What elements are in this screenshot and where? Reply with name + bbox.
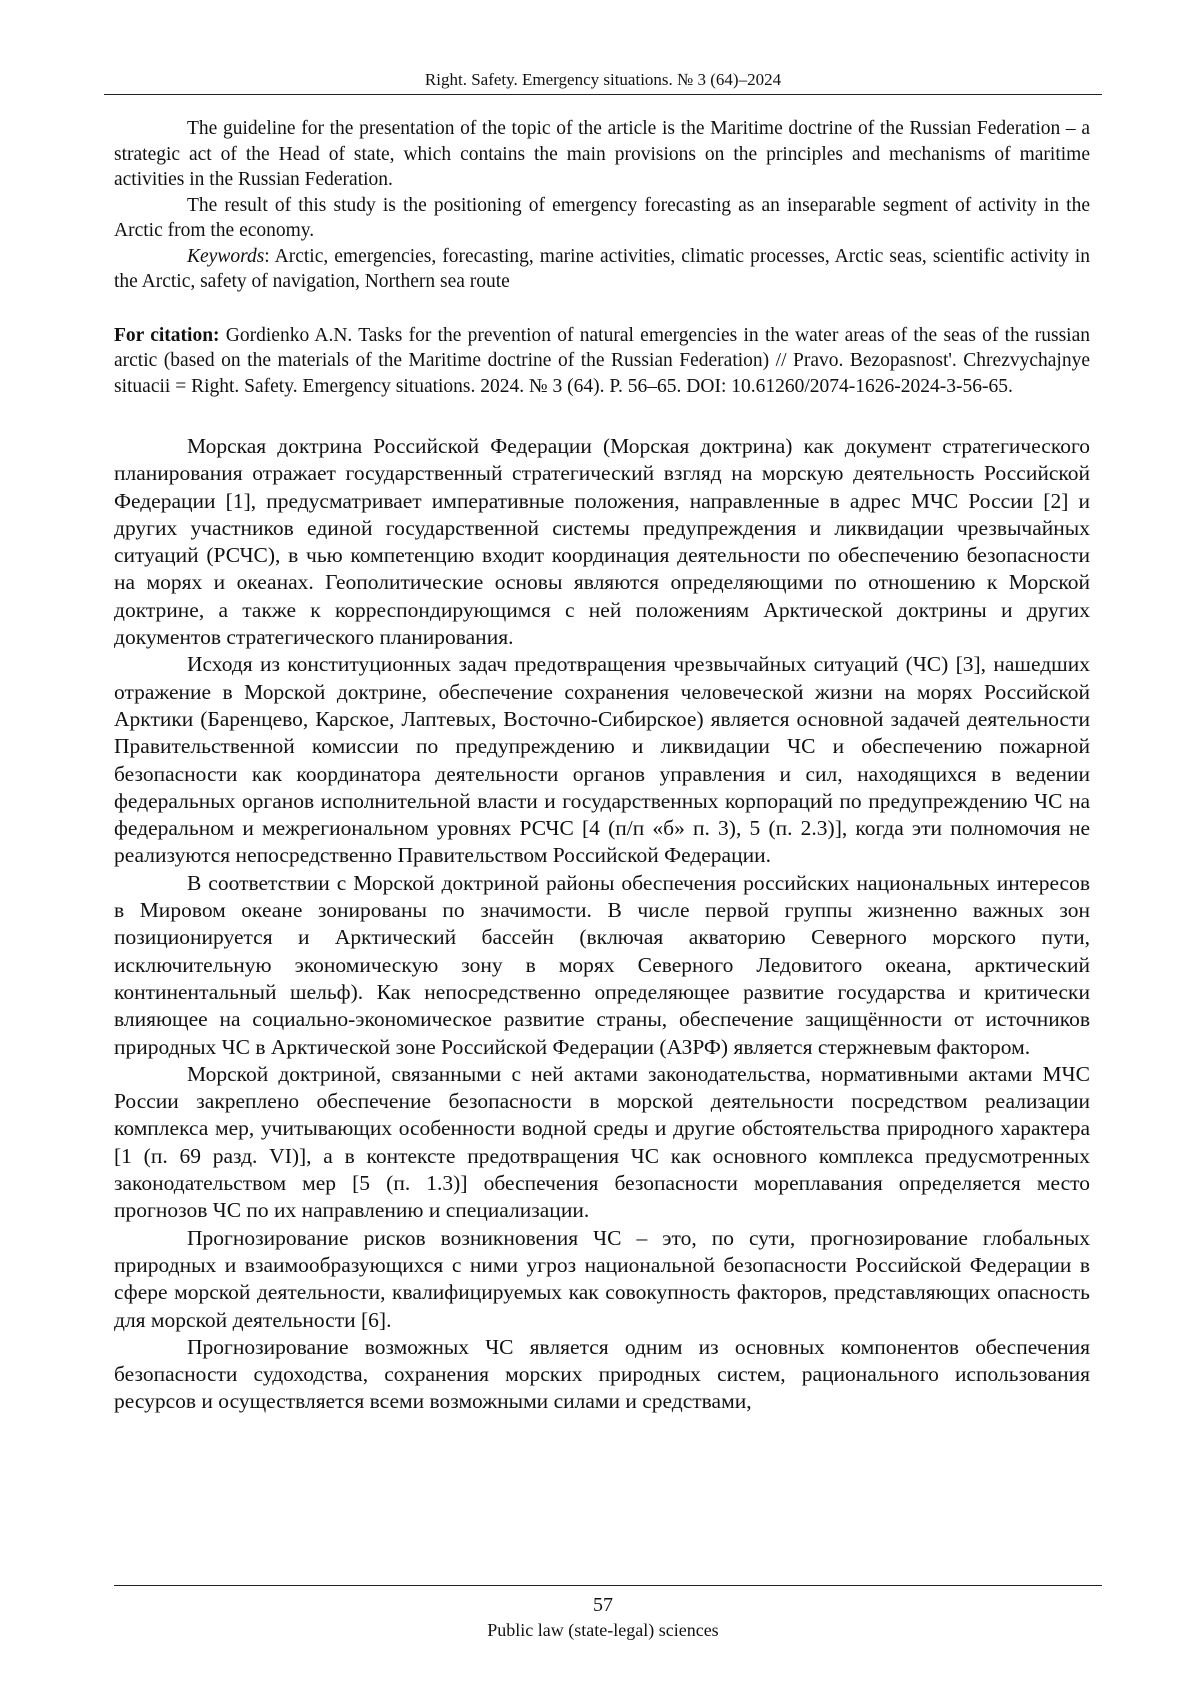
page-number: 57 [593, 1594, 613, 1616]
page-content [114, 116, 1090, 1416]
article-body [114, 433, 1090, 1416]
abstract-paragraph-1: The guideline for the presentation of the topic of the article is the Maritime doctrine of the Russian Federation – a strategic act of the Head of state, which contains the main provisions on the principles and mechanisms of maritime activities in the Russian Federation. [114, 118, 1090, 190]
body-paragraph-2: Исходя из конституционных задач предотвращения чрезвычайных ситуаций (ЧС) [3], нашедших отражение в Морской доктрине, обеспечение сохранения человеческой жизни на морях Российской Арктики (Баренцево, Карское, Лаптевых, Восточно-Сибирское) является основной задачей деятельности Правительственной комиссии по предупреждению и ликвидации ЧС и обеспечению пожарной безопасности как координатора деятельности органов управления и сил, находящихся в ведении федеральных органов исполнительной власти и государственных корпораций по предупреждению ЧС на федеральном и межрегиональном уровнях РСЧС [4 (п/п «б» п. 3), 5 (п. 2.3)], когда эти полномочия не реализуются непосредственно Правительством Российской Федерации. [114, 652, 1090, 868]
citation-label: For citation: [114, 324, 220, 346]
abstract-paragraph-2: The result of this study is the positioning of emergency forecasting as an inseparable segment of activity in the Arctic from the economy. [114, 194, 1090, 241]
body-paragraph-1: Морская доктрина Российской Федерации (Морская доктрина) как документ стратегического планирования отражает государственный стратегический взгляд на морскую деятельность Российской Федерации [1], предусматривает императивные положения, направленные в адрес МЧС России [2] и других участников единой государственной системы предупреждения и ликвидации чрезвычайных ситуаций (РСЧС), в чью компетенцию входит координация деятельности по обеспечению безопасности на морях и океанах. Геополитические основы являются определяющими по отношению к Морской доктрине, а также к корреспондирующимся с ней положениям Арктической доктрины и других документов стратегического планирования. [114, 434, 1090, 650]
citation-text: Gordienko A.N. Tasks for the prevention of natural emergencies in the water areas of the seas of the russian arctic (based on the materials of the Maritime doctrine of the Russian Federation) // Pravo. Bezopasnost'. Chrezvychajnye situacii = Right. Safety. Emergency situations. 2024. № 3 (64). P. 56–65. DOI: 10.61260/2074-1626-2024-3-56-65. [114, 324, 1091, 397]
header-divider [104, 94, 1102, 95]
body-paragraph-5: Прогнозирование рисков возникновения ЧС – это, по сути, прогнозирование глобальных природных и взаимообразующихся с ними угроз национальной безопасности Российской Федерации в сфере морской деятельности, квалифицируемых как совокупность факторов, представляющих опасность для морской деятельности [6]. [114, 1225, 1090, 1332]
running-header: Right. Safety. Emergency situations. № 3 (64)–2024 [424, 70, 782, 89]
body-paragraph-3: В соответствии с Морской доктриной районы обеспечения российских национальных интересов в Мировом океане зонированы по значимости. В числе первой группы жизненно важных зон позиционируется и Арктический бассейн (включая акваторию Северного морского пути, исключительную экономическую зону в морях Северного Ледовитого океана, арктический континентальный шельф). Как непосредственно определяющее развитие государства и критически влияющее на социально-экономическое развитие страны, обеспечение защищённости от источников природных ЧС в Арктической зоне Российской Федерации (АЗРФ) является стержневым фактором. [114, 870, 1090, 1059]
body-paragraph-6: Прогнозирование возможных ЧС является одним из основных компонентов обеспечения безопасности судоходства, сохранения морских природных систем, рационального использования ресурсов и осуществляется всеми возможными силами и средствами, [114, 1334, 1090, 1414]
keywords-label: Keywords [187, 245, 265, 267]
footer-divider [114, 1585, 1102, 1586]
keywords [114, 244, 1090, 295]
english-abstract [114, 116, 1090, 399]
footer-section-title: Public law (state-legal) sciences [487, 1620, 719, 1640]
citation [114, 323, 1090, 400]
body-paragraph-4: Морской доктриной, связанными с ней актами законодательства, нормативными актами МЧС России закреплено обеспечение безопасности в морской деятельности посредством реализации комплекса мер, учитывающих особенности водной среды и другие обстоятельства природного характера [1 (п. 69 разд. VI)], а в контексте предотвращения ЧС как основного комплекса предусмотренных законодательством мер [5 (п. 1.3)] обеспечения безопасности мореплавания определяется место прогнозов ЧС по их направлению и специализации. [114, 1061, 1090, 1223]
keywords-text: : Arctic, emergencies, forecasting, marine activities, climatic processes, Arctic seas, scientific activity in the Arctic, safety of navigation, Northern sea route [114, 245, 1090, 292]
